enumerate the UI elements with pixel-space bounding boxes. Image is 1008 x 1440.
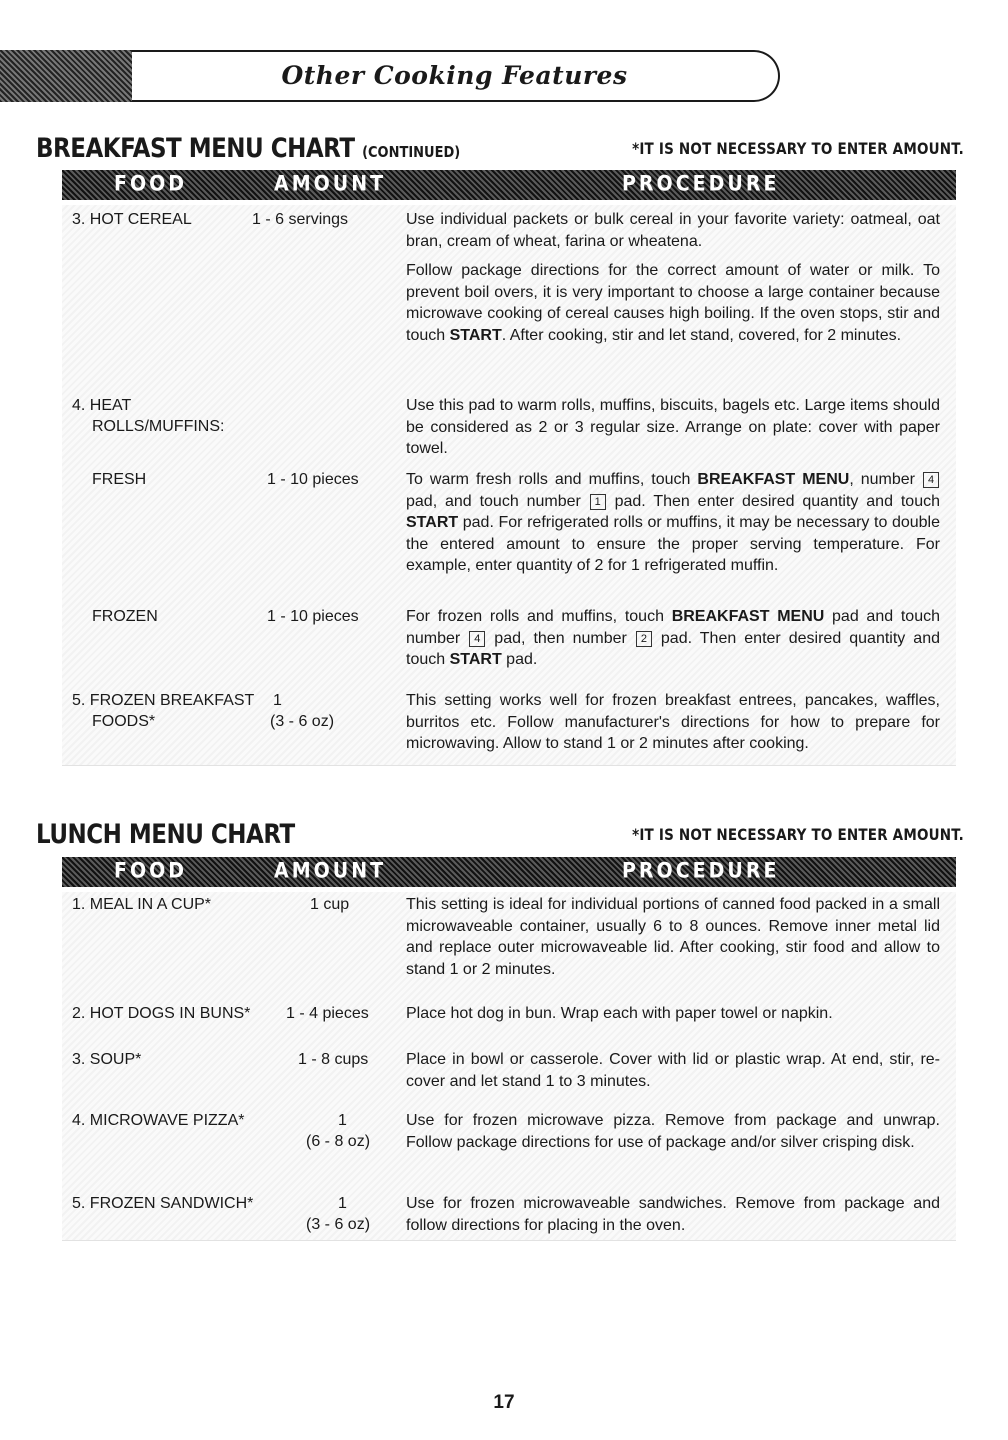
header-food: FOOD: [114, 859, 188, 884]
breakfast-title-suffix: (CONTINUED): [362, 144, 461, 162]
procedure-text: This setting works well for frozen breakfast entrees, pancakes, waffles, burritos etc. Follow manufacturer's directions for how to prepare for microwaving. Allow to stand 1 or 2 minutes after cooking.: [406, 692, 940, 753]
food-cell: ROLLS/MUFFINS:: [92, 418, 225, 435]
lunch-chart: [62, 892, 956, 1241]
food-cell: 2. HOT DOGS IN BUNS*: [72, 1005, 251, 1022]
food-cell: 1. MEAL IN A CUP*: [72, 896, 212, 913]
amount-cell: 1 cup: [310, 896, 350, 913]
header-procedure: PROCEDURE: [622, 859, 780, 884]
procedure-cell: [406, 209, 940, 347]
number-key: 1: [590, 494, 606, 510]
food-cell: FOODS*: [92, 713, 156, 730]
procedure-text: For frozen rolls and muffins, touch BREAKFAST MENU pad and touch number 4 pad, then number 2 pad. Then enter desired quantity and touch START pad.: [406, 608, 941, 669]
breakfast-note: *IT IS NOT NECESSARY TO ENTER AMOUNT.: [632, 140, 964, 159]
food-cell: 4. MICROWAVE PIZZA*: [72, 1112, 245, 1129]
food-cell: FRESH: [92, 471, 147, 488]
page-number: 17: [493, 1392, 515, 1413]
procedure-text: To warm fresh rolls and muffins, touch BREAKFAST MENU, number 4 pad, and touch number 1 pad. Then enter desired quantity and touch START pad. For refrigerated rolls or muffins, it may be necessary to double the entered amount to ensure the proper serving temperature. For example, enter quantity of 2 for 1 refrigerated muffin.: [406, 471, 940, 575]
lunch-note: *IT IS NOT NECESSARY TO ENTER AMOUNT.: [632, 826, 964, 845]
breakfast-title: [36, 134, 460, 164]
amount-cell: 1 - 4 pieces: [286, 1005, 369, 1022]
amount-cell: (3 - 6 oz): [306, 1216, 371, 1233]
food-cell: 3. HOT CEREAL: [72, 211, 192, 228]
food-cell: FROZEN: [92, 608, 158, 625]
food-cell: 5. FROZEN SANDWICH*: [72, 1195, 254, 1212]
procedure-cell: Use for frozen microwave pizza. Remove from package and unwrap. Follow package directions for use of package and/or silver crisping disk.: [406, 1112, 940, 1151]
lunch-title: LUNCH MENU CHART: [36, 820, 295, 850]
food-cell: 3. SOUP*: [72, 1051, 142, 1068]
amount-cell: 1 - 6 servings: [252, 211, 349, 228]
header-food: FOOD: [114, 172, 188, 197]
number-key: 4: [923, 472, 939, 488]
amount-cell: 1 - 10 pieces: [267, 471, 359, 488]
breakfast-heading: [36, 134, 964, 164]
header-amount: AMOUNT: [274, 859, 387, 884]
procedure-cell: This setting is ideal for individual portions of canned food packed in a small microwaveable container, usually 6 to 8 ounces. Remove inner metal lid and replace outer microwaveable lid. After cooking, stir food and allow to stand 1 or 2 minutes.: [406, 896, 940, 978]
banner-stripe: [0, 50, 132, 102]
procedure-text: Use individual packets or bulk cereal in your favorite variety: oatmeal, oat bran, cream of wheat, farina or wheatena.: [406, 211, 940, 250]
procedure-text: Use this pad to warm rolls, muffins, biscuits, bagels etc. Large items should be considered as 2 or 3 regular size. Arrange on plate: cover with paper towel.: [406, 397, 940, 458]
amount-cell: 1: [338, 1195, 347, 1212]
amount-cell: 1: [273, 692, 282, 709]
amount-cell: (3 - 6 oz): [270, 713, 335, 730]
procedure-cell: [406, 606, 940, 671]
food-cell: 4. HEAT: [72, 397, 132, 414]
procedure-cell: [406, 469, 940, 577]
procedure-text: Follow package directions for the correct amount of water or milk. To prevent boil overs, it is very important to choose a large container because microwave cooking of cereal causes high boiling. If the oven stops, stir and touch START. After cooking, stir and let stand, covered, for 2 minutes.: [406, 262, 940, 344]
number-key: 4: [469, 631, 485, 647]
amount-cell: 1 - 10 pieces: [267, 608, 359, 625]
breakfast-chart: [62, 205, 956, 766]
header-amount: AMOUNT: [274, 172, 387, 197]
number-key: 2: [636, 631, 652, 647]
procedure-cell: Use for frozen microwaveable sandwiches. Remove from package and follow directions for placing in the oven.: [406, 1195, 940, 1234]
amount-cell: (6 - 8 oz): [306, 1133, 371, 1150]
page-banner: [0, 50, 790, 102]
procedure-cell: Place hot dog in bun. Wrap each with paper towel or napkin.: [406, 1005, 833, 1022]
amount-cell: 1 - 8 cups: [298, 1051, 369, 1068]
breakfast-title-text: BREAKFAST MENU CHART: [36, 134, 355, 164]
header-procedure: PROCEDURE: [622, 172, 780, 197]
breakfast-header-bar: [62, 170, 956, 200]
amount-cell: 1: [338, 1112, 347, 1129]
banner-title: Other Cooking Features: [281, 61, 628, 90]
procedure-cell: Place in bowl or casserole. Cover with lid or plastic wrap. At end, stir, re-cover and let stand 1 to 3 minutes.: [406, 1051, 940, 1090]
lunch-heading: [36, 820, 964, 850]
food-cell: 5. FROZEN BREAKFAST: [72, 692, 255, 709]
lunch-header-bar: [62, 857, 956, 887]
procedure-cell: [406, 690, 940, 755]
procedure-cell: [406, 395, 940, 460]
